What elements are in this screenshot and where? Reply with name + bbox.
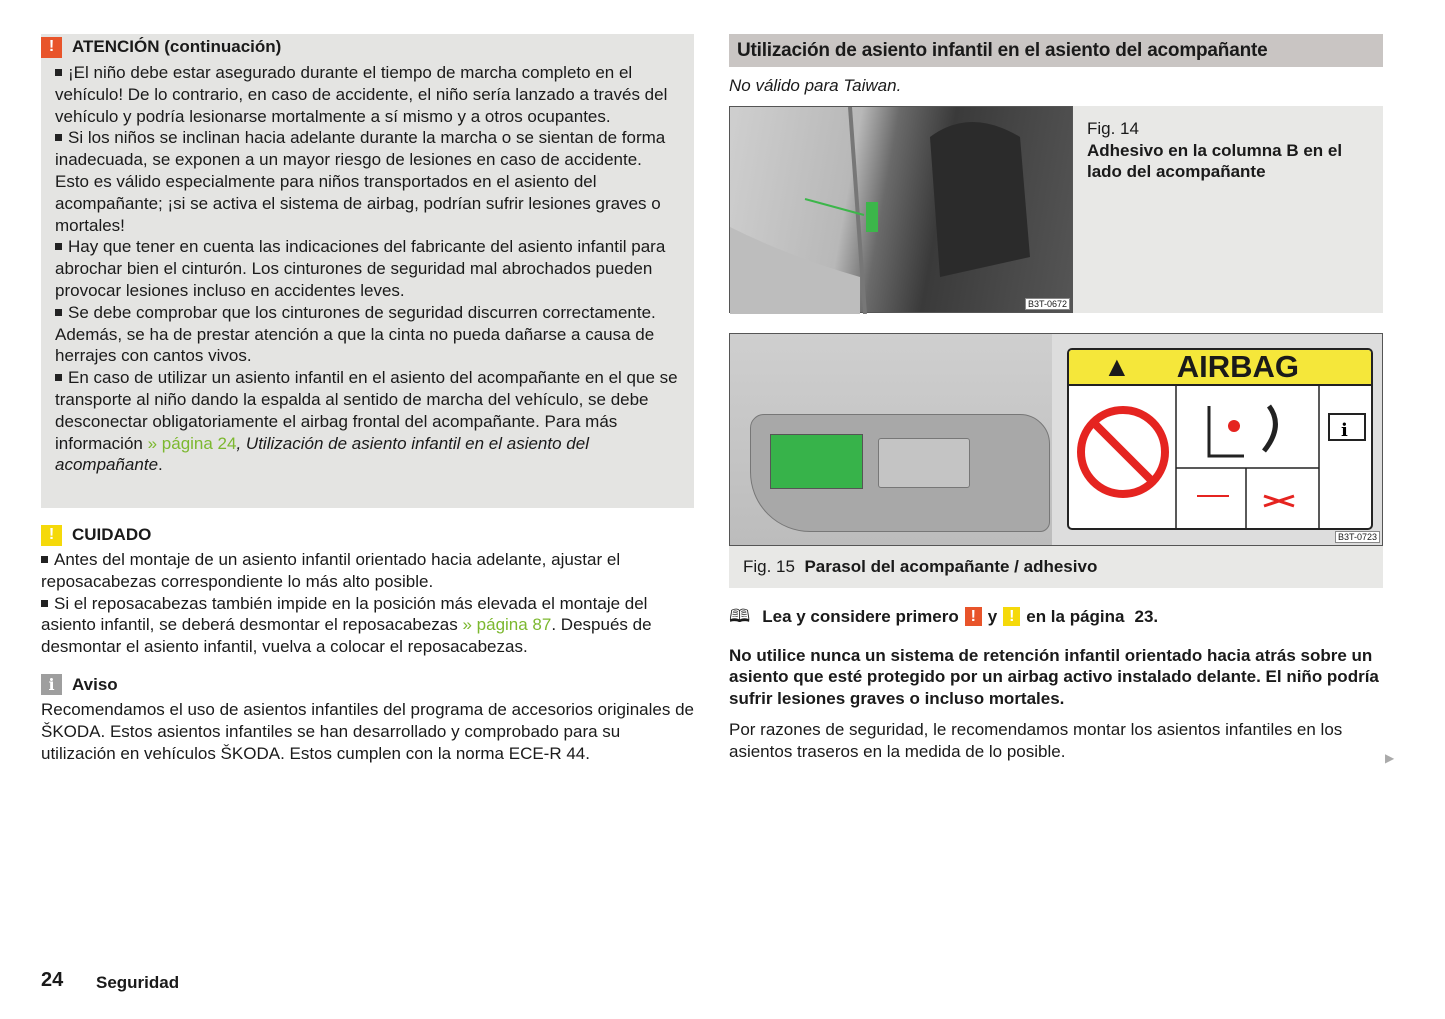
fig15-caption xyxy=(729,546,1383,588)
bold-warning-paragraph: No utilice nunca un sistema de retención infantil orientado hacia atrás sobre un asiento que esté protegido por un airbag activo instalado delante. El niño podría sufrir lesiones graves o incluso mortales. xyxy=(729,645,1379,709)
warning-bullet: Si los niños se inclinan hacia adelante durante la marcha o se sientan de forma inadecuada, se exponen a un mayor riesgo de lesiones en caso de accidente. Esto es válido especialmente para niños transportados en el asiento del acompañante; ¡si se activa el sistema de airbag, podrían sufrir lesiones graves o mortales! xyxy=(55,127,680,236)
note-section xyxy=(41,674,696,764)
info-icon: i xyxy=(41,674,62,695)
car-door-illustration xyxy=(730,107,1074,314)
sticker-location xyxy=(770,434,863,489)
warning-bullet xyxy=(55,367,680,476)
read-first-text: Lea y considere primero xyxy=(762,606,959,626)
sticker-marker xyxy=(866,202,878,232)
bullet-text: En caso de utilizar un asiento infantil en el asiento del acompañante en el que se transporte al niño dando la espalda al sentido de marcha del vehículo, se debe desconectar obligatoriamente el airbag frontal del acompañante. Para más información xyxy=(55,368,678,453)
caution-section xyxy=(41,524,696,658)
warning-header xyxy=(41,36,680,58)
note-title: Aviso xyxy=(72,675,118,695)
warning-icon: ! xyxy=(965,607,982,626)
warning-title: ATENCIÓN (continuación) xyxy=(72,37,282,57)
page-number: 24 xyxy=(41,969,64,991)
sticker-pictograms xyxy=(1069,386,1373,530)
fig15-image xyxy=(729,333,1383,546)
left-column xyxy=(41,34,696,764)
warning-triangle-icon: ▲ xyxy=(1103,350,1131,382)
figure-caption: Adhesivo en la columna B en el lado del acompañante xyxy=(1087,140,1343,182)
link-title: , Utilización de asiento infantil en el asiento del acompañante xyxy=(55,433,589,475)
read-first-post: en la página xyxy=(1026,606,1125,626)
warning-bullet: Hay que tener en cuenta las indicaciones del fabricante del asiento infantil para abrochar bien el cinturón. Los cinturones de seguridad mal abrochados pueden provocar lesiones incluso en accidentes leves. xyxy=(55,236,680,301)
figure-caption: Parasol del acompañante / adhesivo xyxy=(804,556,1098,576)
svg-text:i: i xyxy=(1341,419,1348,441)
fig14-caption xyxy=(1073,106,1383,313)
right-column xyxy=(729,34,1383,763)
figure-code: B3T-0672 xyxy=(1025,298,1070,310)
sun-visor-illustration xyxy=(730,334,1052,545)
footer-section: Seguridad xyxy=(96,973,180,992)
note-header xyxy=(41,674,696,696)
caution-title: CUIDADO xyxy=(72,525,152,545)
sticker-title: AIRBAG xyxy=(1176,348,1299,384)
period: . xyxy=(158,455,163,475)
continue-arrow-icon: ▶ xyxy=(1385,751,1395,765)
warning-box xyxy=(41,34,694,508)
caution-header xyxy=(41,524,696,546)
warning-bullet: Se debe comprobar que los cinturones de seguridad discurren correctamente. Además, se ha de prestar atención a que la cinta no pueda dañarse a causa de herrajes con cantos vivos. xyxy=(55,302,680,367)
fig14-image xyxy=(729,106,1073,313)
page-reference[interactable]: 23. xyxy=(1134,606,1159,626)
note-text: Recomendamos el uso de asientos infantiles del programa de accesorios originales de ŠKODA. Estos asientos infantiles se han desarrollado y comprobado para su utilización en vehículos ŠKODA. Estos cumplen con la norma ECE-R 44. xyxy=(41,699,694,763)
subtitle: No válido para Taiwan. xyxy=(729,76,902,95)
caution-bullet xyxy=(41,593,696,658)
airbag-sticker xyxy=(1067,348,1373,530)
bullet-text-end: . Después de desmontar el asiento infantil, vuelva a colocar el reposacabezas. xyxy=(41,615,652,657)
section-title: Utilización de asiento infantil en el asiento del acompañante xyxy=(729,34,1383,67)
figure-label: Fig. 15 xyxy=(743,556,795,576)
warning-bullet: ¡El niño debe estar asegurado durante el tiempo de marcha completo en el vehículo! De lo contrario, en caso de accidente, el niño sería lanzado a través del vehículo y podría lesionarse mortalmente a sí mismo y a otros ocupantes. xyxy=(55,62,680,127)
caution-icon: ! xyxy=(1003,607,1020,626)
figure-code: B3T-0723 xyxy=(1335,531,1380,543)
caution-bullet: Antes del montaje de un asiento infantil orientado hacia adelante, ajustar el reposacabezas correspondiente lo más alto posible. xyxy=(41,549,696,593)
book-icon: 🕮 xyxy=(729,605,751,627)
page-link[interactable]: » página 87 xyxy=(462,615,552,635)
read-first-line xyxy=(729,606,1383,628)
read-first-and: y xyxy=(987,606,998,626)
mirror xyxy=(878,438,970,488)
paragraph: Por razones de seguridad, le recomendamos montar los asientos infantiles en los asientos traseros en la medida de lo posible. xyxy=(729,719,1343,761)
exclamation-icon: ! xyxy=(41,525,62,546)
page-link[interactable]: » página 24 xyxy=(147,433,237,453)
bullet-text: Si el reposacabezas también impide en la posición más elevada el montaje del asiento infantil, se deberá desmontar el reposacabezas xyxy=(41,593,648,635)
fig14 xyxy=(729,106,1383,313)
figure-label: Fig. 14 xyxy=(1087,118,1139,138)
exclamation-icon: ! xyxy=(41,37,62,58)
